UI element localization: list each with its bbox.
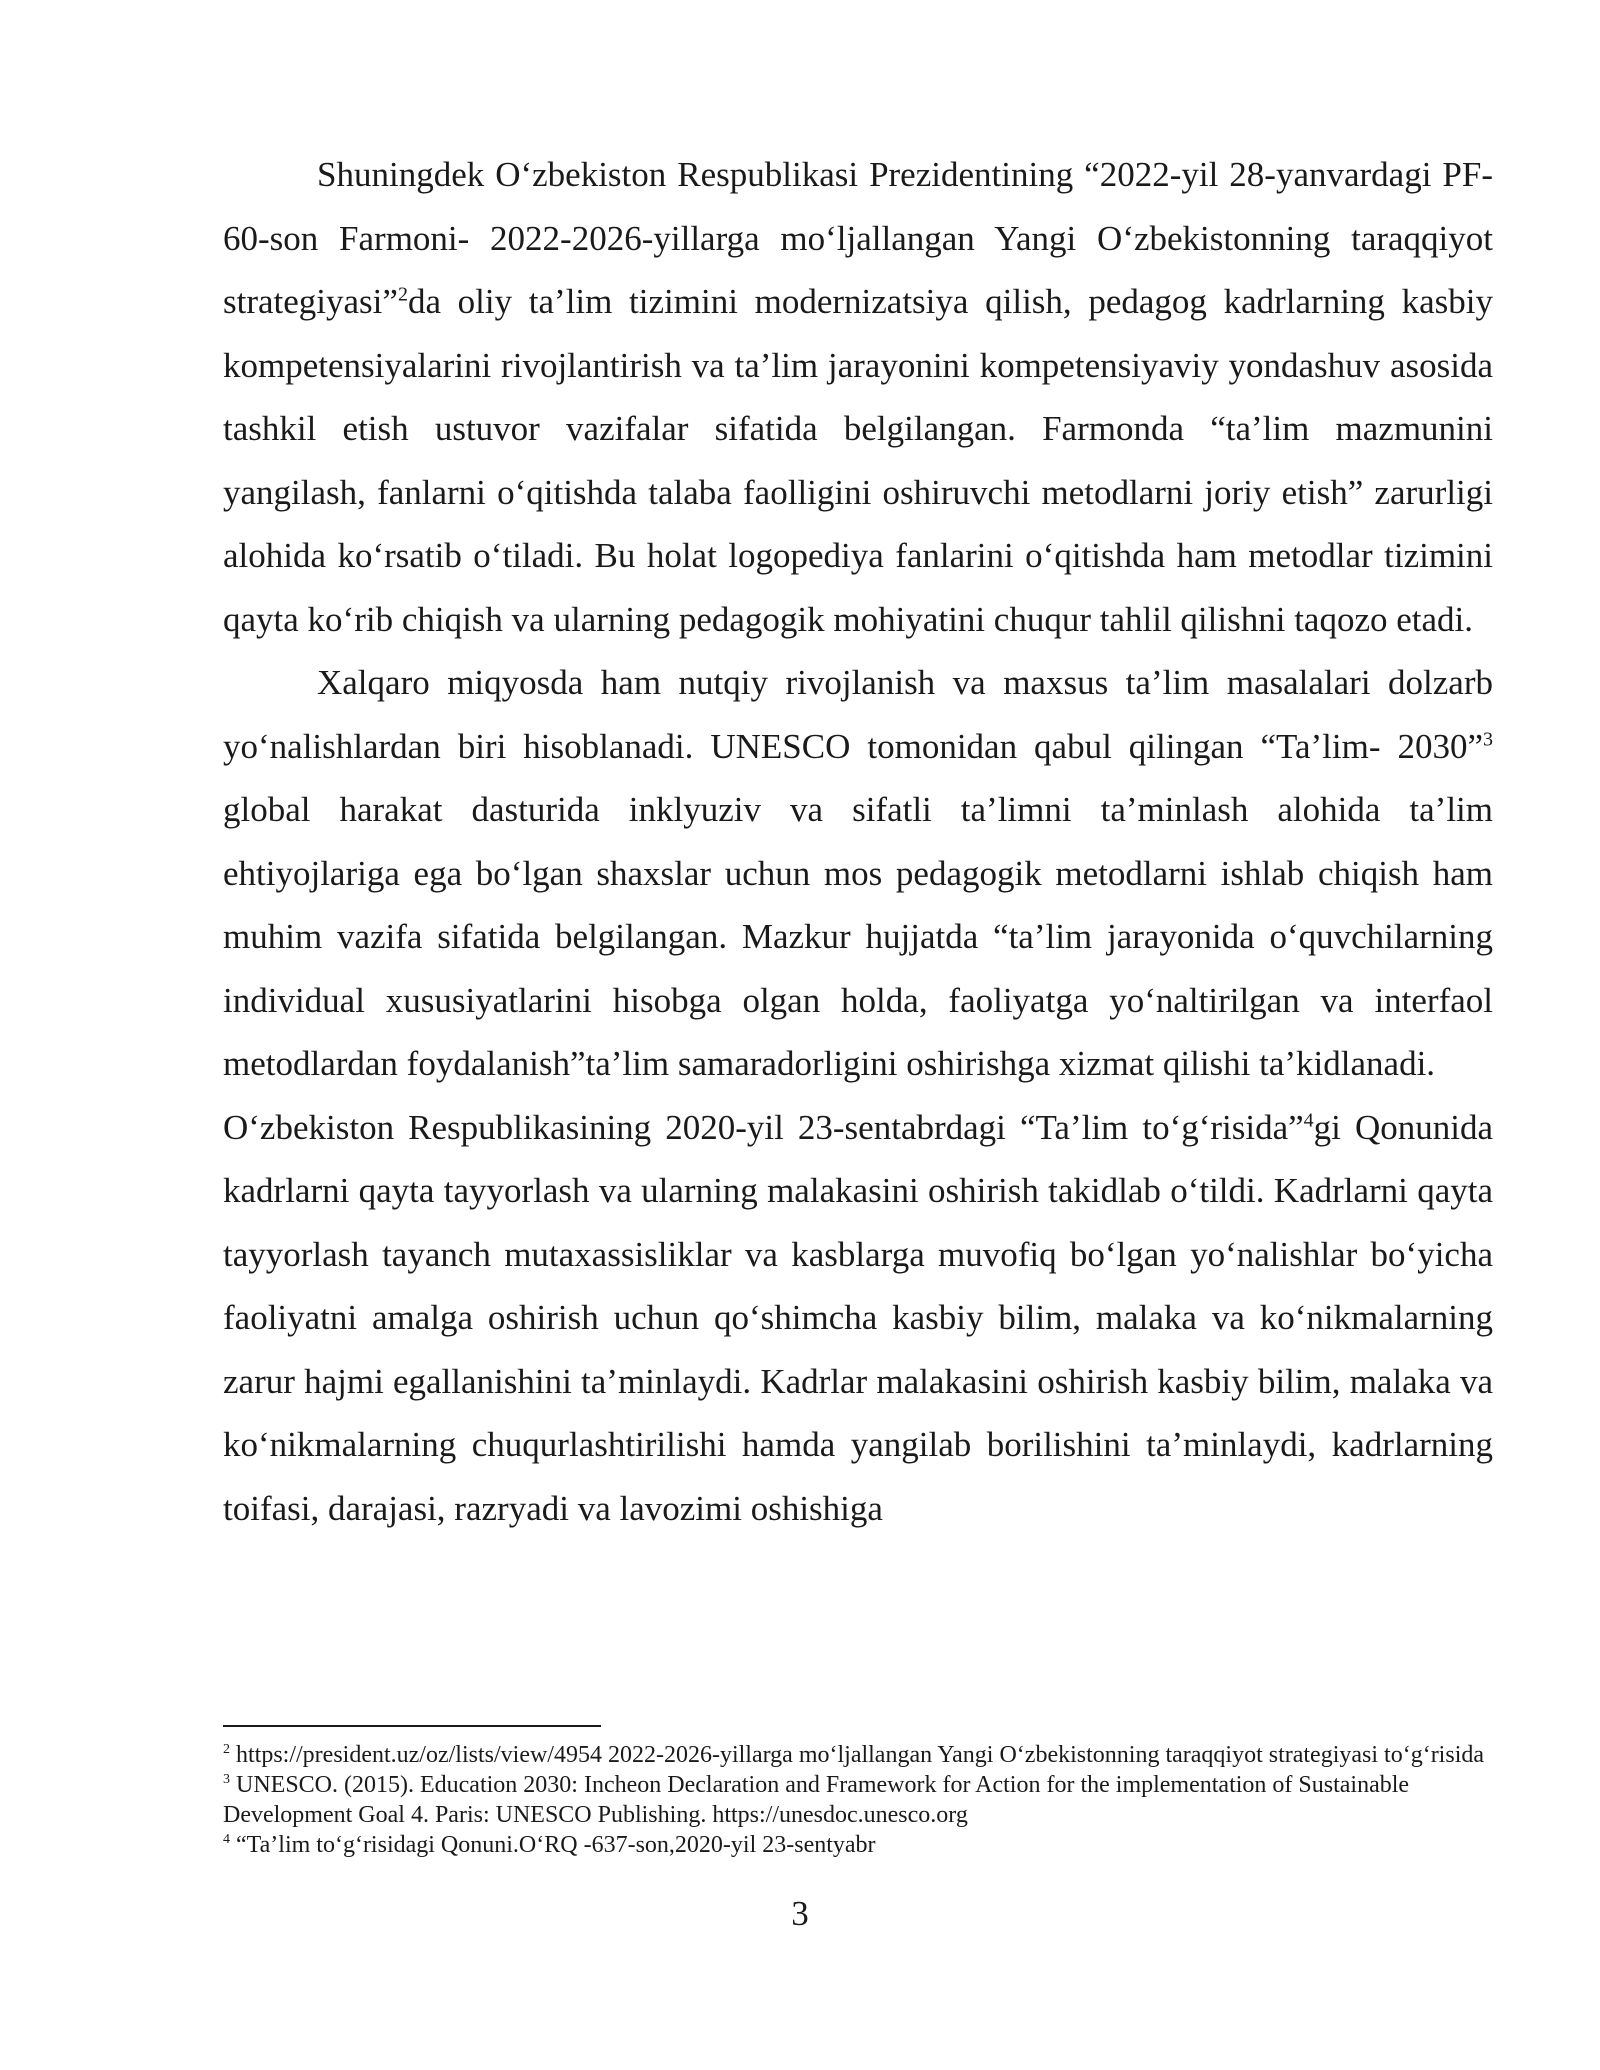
- footnote-ref-3[interactable]: 3: [1483, 727, 1493, 750]
- footnotes: [223, 1740, 1493, 1860]
- paragraph-text: gi Qonunida kadrlarni qayta tayyorlash va ularning malakasini oshirish takidlab o‘tildi. Kadrlarni qayta tayyorlash tayanch mutaxassisliklar va kasblarga muvofiq bo‘lgan yo‘nalishlar bo‘yicha faoliyatni amalga oshirish uchun qo‘shimcha kasbiy bilim, malaka va ko‘nikmalarning zarur hajmi egallanishini ta’minlaydi. Kadrlar malakasini oshirish kasbiy bilim, malaka va ko‘nikmalarning chuqurlashtirilishi hamda yangilab borilishini ta’minlaydi, kadrlarning toifasi, darajasi, razryadi va lavozimi oshishiga: [223, 1107, 1493, 1528]
- paragraph-text: da oliy ta’lim tizimini modernizatsiya qilish, pedagog kadrlarning kasbiy kompetensiyalarini rivojlantirish va ta’lim jarayonini kompetensiyaviy yondashuv asosida tashkil etish ustuvor vazifalar sifatida belgilangan. Farmonda “ta’lim mazmunini yangilash, fanlarni o‘qitishda talaba faolligini oshiruvchi metodlarni joriy etish” zarurligi alohida ko‘rsatib o‘tiladi. Bu holat logopediya fanlarini o‘qitishda ham metodlar tizimini qayta ko‘rib chiqish va ularning pedagogik mohiyatini chuqur tahlil qilishni taqozo etadi.: [223, 282, 1493, 639]
- paragraph-strategy: [223, 143, 1493, 651]
- footnote-number: 4: [223, 1832, 230, 1847]
- footnote-ref-4[interactable]: 4: [1303, 1108, 1314, 1131]
- paragraph-text: global harakat dasturida inklyuziv va sifatli ta’limni ta’minlash alohida ta’lim ehtiyojlariga ega bo‘lgan shaxslar uchun mos pedagogik metodlarni ishlab chiqish ham muhim vazifa sifatida belgilangan. Mazkur hujjatda “ta’lim jarayonida o‘quvchilarning individual xususiyatlarini hisobga olgan holda, faoliyatga yo‘naltirilgan va interfaol metodlardan foydalanish”ta’lim samaradorligini oshirishga xizmat qilishi ta’kidlanadi.: [223, 790, 1493, 1083]
- footnote-text: “Ta’lim to‘g‘risidagi Qonuni.O‘RQ -637-son,2020-yil 23-sentyabr: [230, 1832, 876, 1858]
- footnote-number: 3: [223, 1772, 230, 1787]
- body-text: [223, 143, 1493, 1540]
- footnote-number: 2: [223, 1742, 230, 1757]
- paragraph-unesco: [223, 651, 1493, 1096]
- footnote-3: [223, 1770, 1493, 1830]
- footnote-text: UNESCO. (2015). Education 2030: Incheon Declaration and Framework for Action for the implementation of Sustainable Development Goal 4. Paris: UNESCO Publishing. https://unesdoc.unesco.org: [223, 1772, 1410, 1828]
- footnote-2: [223, 1740, 1493, 1770]
- footnote-ref-2[interactable]: 2: [397, 283, 408, 306]
- footnote-4: [223, 1830, 1493, 1860]
- footnote-separator: [223, 1725, 601, 1727]
- footnote-text: https://president.uz/oz/lists/view/4954 2022-2026-yillarga mo‘ljallangan Yangi O‘zbekistonning taraqqiyot strategiyasi to‘g‘risida: [230, 1742, 1485, 1768]
- paragraph-text: O‘zbekiston Respublikasining 2020-yil 23-sentabrdagi “Ta’lim to‘g‘risida”: [223, 1107, 1304, 1147]
- paragraph-law: [223, 1096, 1493, 1541]
- page-number: 3: [791, 1894, 809, 1933]
- paragraph-text: Shuningdek O‘zbekiston Respublikasi Prezidentining “2022-yil 28-yanvardagi PF- 60-son Farmoni- 2022-2026-yillarga mo‘ljallangan Yangi O‘zbekistonning taraqqiyot strategiyasi”: [223, 155, 1493, 321]
- paragraph-text: Xalqaro miqyosda ham nutqiy rivojlanish va maxsus ta’lim masalalari dolzarb yo‘nalishlardan biri hisoblanadi. UNESCO tomonidan qabul qilingan “Ta’lim- 2030”: [223, 663, 1493, 766]
